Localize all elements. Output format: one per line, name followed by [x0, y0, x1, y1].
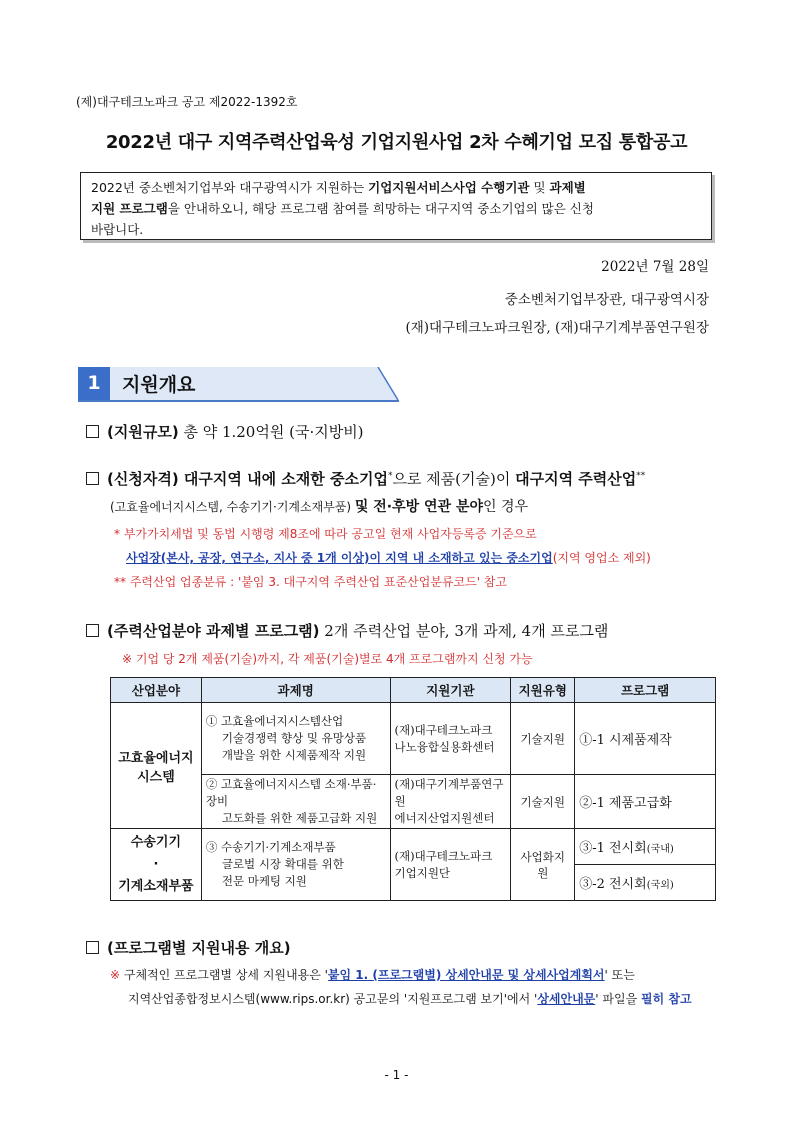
intro-text: 및 [529, 180, 550, 195]
org-cell [390, 775, 511, 829]
program-cell [575, 829, 716, 865]
task-line: 기술경쟁력 향상 및 유망상품 [221, 731, 367, 745]
note-text: ' 또는 [604, 968, 635, 982]
org-line: (재)대구기계부품연구원 [394, 777, 504, 808]
org-cell [390, 703, 511, 775]
task-line: 고도화를 위한 제품고급화 지원 [221, 811, 378, 825]
org-line: (재)대구테크노파크 [394, 722, 493, 737]
eligibility-note-2 [114, 573, 507, 590]
overview-note-line-2 [128, 990, 692, 1007]
org-line: 나노융합실용화센터 [394, 739, 495, 754]
industry-cell [111, 703, 202, 829]
program-scope: (국외) [646, 880, 674, 891]
programs [86, 620, 608, 641]
eligibility [86, 468, 645, 489]
table-header-cell: 프로그램 [575, 678, 716, 703]
org-line: 에너지산업지원센터 [394, 811, 495, 825]
checkbox-icon [86, 472, 99, 485]
program-scope: (국내) [646, 844, 674, 855]
eligibility-note-1b [126, 549, 651, 566]
table-header-row [111, 678, 716, 703]
program-cell: ②-1 제품고급화 [575, 775, 716, 829]
note-text: 기업 당 2개 제품(기술)까지, 각 제품(기술)별로 4개 프로그램까지 신청 가능 [132, 652, 533, 666]
intro-text: 바랍니다. [91, 222, 144, 237]
footnote-mark: * [387, 471, 393, 481]
section-header-slant [360, 367, 400, 402]
program-name: ③-1 전시회 [579, 841, 647, 856]
note-text: ' 파일을 [595, 992, 641, 1006]
task-cell [201, 775, 390, 829]
guide-link[interactable]: 상세안내문 [537, 992, 596, 1006]
eligibility-text-1: 으로 제품(기술)이 [392, 470, 516, 488]
org-line: 기업지원단 [394, 865, 451, 880]
eligibility-note-1 [114, 525, 537, 542]
support-scale-text: 총 약 1.20억원 (국·지방비) [178, 423, 364, 441]
note-mark: ※ [122, 652, 133, 666]
org-line: (재)대구테크노파크 [394, 848, 493, 863]
intro-text: 을 안내하오니, 해당 프로그램 참여를 희망하는 대구지역 중소기업의 많은 신청 [167, 201, 594, 216]
support-scale [86, 421, 364, 442]
note-text: 부가가치세법 및 동법 시행령 제8조에 따라 공고일 현재 사업자등록증 기준으로 [120, 527, 537, 541]
task-line: 글로벌 시장 확대를 위한 [221, 857, 344, 871]
org-cell [390, 829, 511, 901]
program-cell: ①-1 시제품제작 [575, 703, 716, 775]
note-mark: * [114, 527, 120, 541]
note-emphasis: 필히 참고 [641, 992, 692, 1006]
industry-name: 수송기기 [130, 834, 182, 850]
table-header-cell: 과제명 [201, 678, 390, 703]
section-number: 1 [78, 367, 110, 400]
task-line: 전문 마케팅 지원 [221, 874, 307, 888]
intro-bold-2: 과제별 [549, 180, 586, 195]
note-text: 구체적인 프로그램별 상세 지원내용은 ' [120, 968, 328, 982]
programs-label: (주력산업분야 과제별 프로그램) [107, 622, 320, 640]
note-text: 주력산업 업종분류 : '붙임 3. 대구지역 주력산업 표준산업분류코드' 참고 [126, 575, 507, 589]
intro-bold-3: 지원 프로그램 [91, 201, 168, 216]
intro-text: 2022년 중소벤처기업부와 대구광역시가 지원하는 [91, 180, 369, 195]
eligibility-text-2: 인 경우 [483, 499, 529, 515]
program-name: ③-2 전시회 [579, 877, 647, 892]
intro-box [80, 172, 712, 240]
checkbox-icon [86, 941, 99, 954]
checkbox-icon [86, 624, 99, 637]
table-row [111, 775, 716, 829]
section-title: 지원개요 [122, 374, 196, 396]
support-scale-label: (지원규모) [107, 423, 179, 441]
table-row [111, 703, 716, 775]
program-overview [86, 937, 291, 958]
table-header-cell: 산업분야 [111, 678, 202, 703]
overview-label: (프로그램별 지원내용 개요) [107, 939, 291, 957]
eligibility-label: (신청자격) [107, 470, 179, 488]
attachment-link[interactable]: 붙임 1. (프로그램별) 상세안내문 및 상세사업계획서 [327, 968, 605, 982]
eligibility-sub-text: (고효율에너지시스템, 수송기기·기계소재부품) [110, 500, 355, 514]
intro-bold-1: 기업지원서비스사업 수행기관 [368, 180, 530, 195]
issuer-line-2: (재)대구테크노파크원장, (재)대구기계부품연구원장 [405, 320, 709, 336]
eligibility-bold-3: 및 전·후방 연관 분야 [354, 499, 484, 515]
notice-date: 2022년 7월 28일 [601, 259, 709, 275]
eligibility-bold-1: 대구지역 내에 소재한 중소기업 [178, 470, 388, 488]
note-mark: ** [114, 575, 126, 589]
note-mark: ※ [110, 968, 121, 982]
page-number: - 1 - [384, 1068, 409, 1082]
eligibility-bold-2: 대구지역 주력산업 [515, 470, 637, 488]
task-line: 개발을 위한 시제품제작 지원 [221, 748, 367, 762]
note-tail: (지역 영업소 제외) [552, 551, 651, 565]
checkbox-icon [86, 425, 99, 438]
programs-note [122, 650, 533, 667]
issuer-line-1: 중소벤처기업부장관, 대구광역시장 [504, 292, 709, 308]
overview-note-line-1 [110, 966, 635, 983]
industry-cell [111, 829, 202, 901]
page-title: 2022년 대구 지역주력산업육성 기업지원사업 2차 수혜기업 모집 통합공고 [105, 132, 688, 153]
type-cell: 기술지원 [511, 775, 575, 829]
type-cell: 사업화지원 [511, 829, 575, 901]
notice-number: (제)대구테크노파크 공고 제2022-1392호 [76, 95, 298, 109]
task-line: ③ 수송기기·기계소재부품 [205, 840, 336, 854]
type-cell: 기술지원 [511, 703, 575, 775]
programs-text: 2개 주력산업 분야, 3개 과제, 4개 프로그램 [319, 622, 609, 640]
footnote-mark: ** [636, 471, 646, 481]
note-highlight: 사업장(본사, 공장, 연구소, 지사 중 1개 이상)이 지역 내 소재하고 있는 중소기업 [126, 551, 553, 565]
industry-name: · [153, 856, 159, 872]
task-cell [201, 703, 390, 775]
task-line: ① 고효율에너지시스템산업 [205, 714, 344, 728]
industry-name: 기계소재부품 [118, 878, 194, 894]
table-header-cell: 지원기관 [390, 678, 511, 703]
table-header-cell: 지원유형 [511, 678, 575, 703]
industry-name: 고효율에너지 [118, 750, 194, 766]
table-row [111, 829, 716, 865]
eligibility-line-2 [110, 496, 528, 516]
program-table [110, 677, 716, 901]
industry-name: 시스템 [137, 769, 175, 785]
note-text: 지역산업종합정보시스템(www.rips.or.kr) 공고문의 '지원프로그램 보기'에서 ' [128, 992, 538, 1006]
task-line: ② 고효율에너지시스템 소재·부품·장비 [205, 777, 377, 808]
program-cell [575, 865, 716, 901]
task-cell [201, 829, 390, 901]
